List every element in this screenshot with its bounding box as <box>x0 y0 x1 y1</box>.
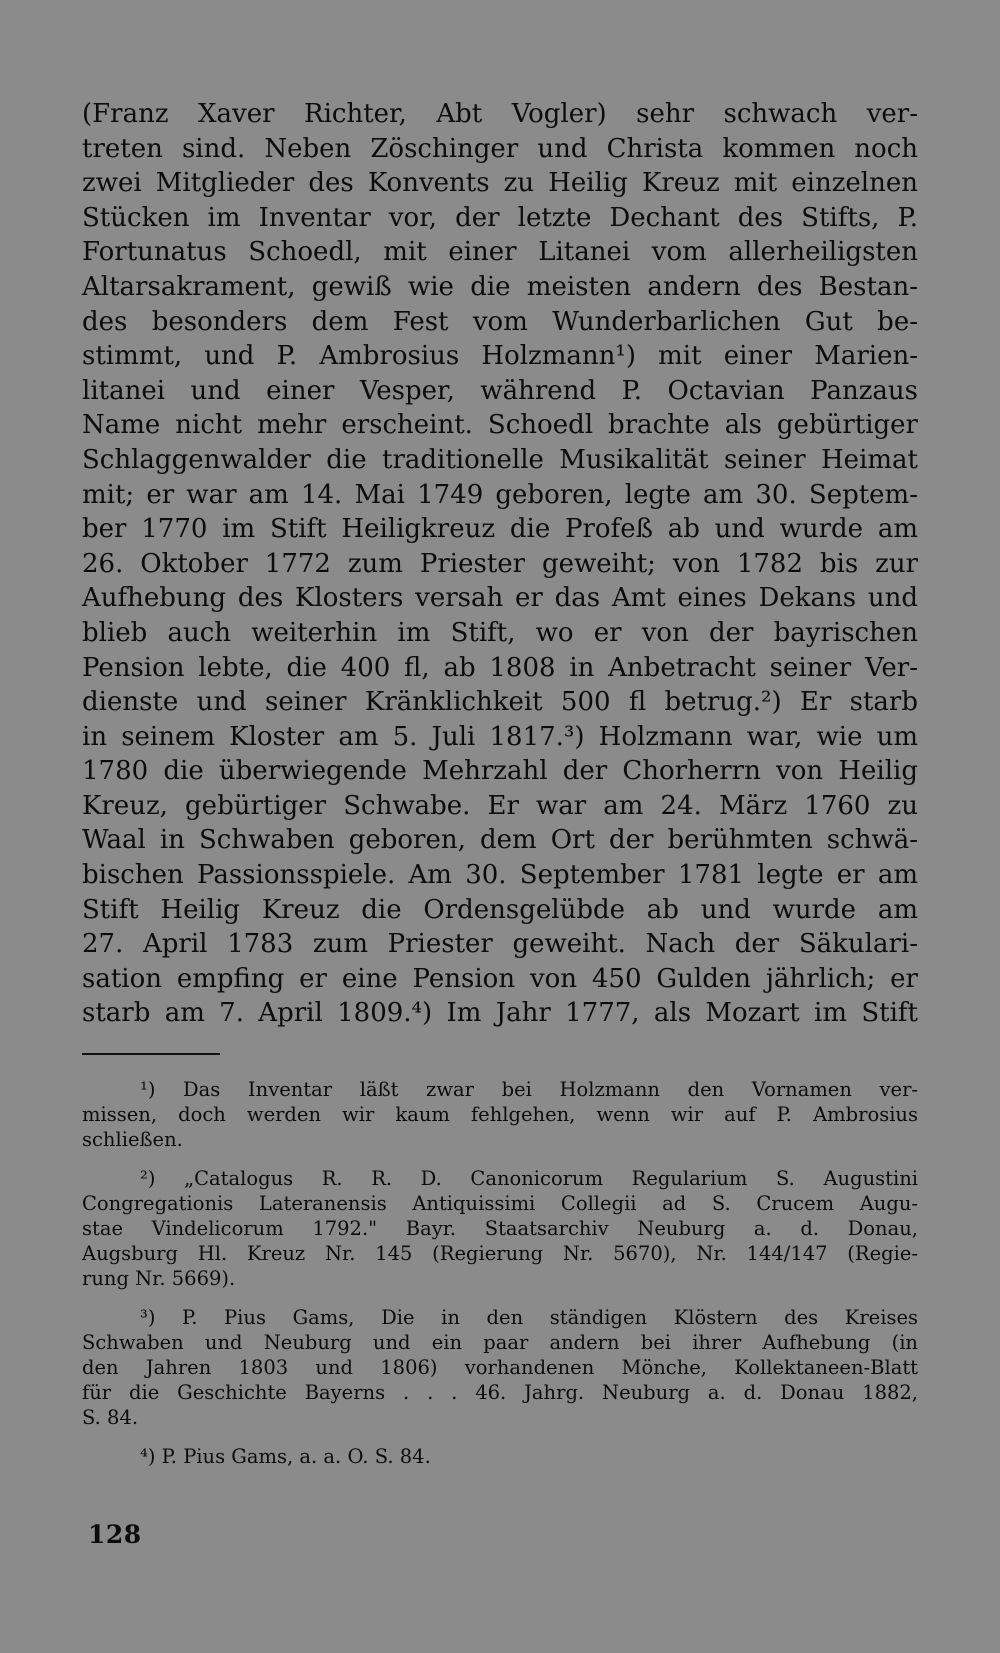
text-line: Kreuz, gebürtiger Schwabe. Er war am 24. März 1760 zu <box>82 790 918 821</box>
text-line: litanei und einer Vesper, während P. Octavian Panzaus <box>82 375 918 406</box>
text-line: 27. April 1783 zum Priester geweiht. Nach der Säkulari- <box>82 929 918 960</box>
text-line: Stift Heilig Kreuz die Ordensgelübde ab und wurde am <box>82 894 918 925</box>
footnote-line: ⁴) P. Pius Gams, a. a. O. S. 84. <box>140 1445 431 1468</box>
text-line: Schlaggenwalder die traditionelle Musikalität seiner Heimat <box>82 444 918 475</box>
text-line: stimmt, und P. Ambrosius Holzmann¹) mit einer Marien- <box>82 341 918 372</box>
footnote-line: schließen. <box>82 1128 183 1151</box>
footnote-line: missen, doch werden wir kaum fehlgehen, wenn wir auf P. Ambrosius <box>82 1103 918 1126</box>
footnote-3 <box>82 1305 918 1430</box>
text-line: Altarsakrament, gewiß wie die meisten andern des Bestan- <box>82 271 918 302</box>
main-text <box>82 97 918 1031</box>
footnote-line: Congregationis Lateranensis Antiquissimi Collegii ad S. Crucem Augu- <box>82 1192 918 1215</box>
page-number: 128 <box>88 1520 142 1549</box>
text-line: treten sind. Neben Zöschinger und Christa kommen noch <box>82 133 918 164</box>
footnote-line: den Jahren 1803 und 1806) vorhandenen Mönche, Kollektaneen-Blatt <box>82 1356 918 1379</box>
text-line: Stücken im Inventar vor, der letzte Dechant des Stifts, P. <box>82 202 918 233</box>
footnote-line: ²) „Catalogus R. R. D. Canonicorum Regularium S. Augustini <box>140 1167 918 1190</box>
footnote-line: Schwaben und Neuburg und ein paar andern bei ihrer Aufhebung (in <box>82 1331 918 1354</box>
text-line: blieb auch weiterhin im Stift, wo er von der bayrischen <box>82 617 918 648</box>
footnote-line: ³) P. Pius Gams, Die in den ständigen Klöstern des Kreises <box>140 1306 918 1329</box>
footnote-line: ¹) Das Inventar läßt zwar bei Holzmann den Vornamen ver- <box>140 1078 918 1101</box>
footnote-line: rung Nr. 5669). <box>82 1267 236 1290</box>
text-line: Name nicht mehr erscheint. Schoedl brachte als gebürtiger <box>82 410 918 441</box>
text-line: zwei Mitglieder des Konvents zu Heilig Kreuz mit einzelnen <box>82 168 918 199</box>
footnotes <box>82 1077 918 1469</box>
text-line: in seinem Kloster am 5. Juli 1817.³) Holzmann war, wie um <box>82 721 918 752</box>
text-line: Pension lebte, die 400 fl, ab 1808 in Anbetracht seiner Ver- <box>82 652 918 683</box>
footnote-gap <box>82 1291 918 1305</box>
footnote-2 <box>82 1166 918 1291</box>
text-line: starb am 7. April 1809.⁴) Im Jahr 1777, als Mozart im Stift <box>82 998 918 1029</box>
text-line: Waal in Schwaben geboren, dem Ort der berühmten schwä- <box>82 825 918 856</box>
footnote-4 <box>82 1444 918 1469</box>
text-line: 1780 die überwiegende Mehrzahl der Chorherrn von Heilig <box>82 756 918 787</box>
footnote-gap <box>82 1430 918 1444</box>
footnote-line: für die Geschichte Bayerns . . . 46. Jahrg. Neuburg a. d. Donau 1882, <box>82 1381 918 1404</box>
text-line: Aufhebung des Klosters versah er das Amt eines Dekans und <box>82 583 918 614</box>
footnote-gap <box>82 1152 918 1166</box>
footnote-1 <box>82 1077 918 1152</box>
text-line: des besonders dem Fest vom Wunderbarlichen Gut be- <box>82 306 918 337</box>
text-line: (Franz Xaver Richter, Abt Vogler) sehr schwach ver- <box>82 99 918 129</box>
text-line: ber 1770 im Stift Heiligkreuz die Profeß ab und wurde am <box>82 514 918 545</box>
text-line: Fortunatus Schoedl, mit einer Litanei vom allerheiligsten <box>82 237 918 268</box>
text-line: mit; er war am 14. Mai 1749 geboren, legte am 30. Septem- <box>82 479 918 510</box>
text-line: dienste und seiner Kränklichkeit 500 fl betrug.²) Er starb <box>82 687 918 718</box>
footnote-separator <box>82 1053 220 1055</box>
text-line: bischen Passionsspiele. Am 30. September 1781 legte er am <box>82 860 918 891</box>
footnote-line: stae Vindelicorum 1792." Bayr. Staatsarchiv Neuburg a. d. Donau, <box>82 1217 918 1240</box>
footnote-line: S. 84. <box>82 1406 139 1429</box>
text-line: sation empfing er eine Pension von 450 Gulden jährlich; er <box>82 963 918 994</box>
footnote-line: Augsburg Hl. Kreuz Nr. 145 (Regierung Nr. 5670), Nr. 144/147 (Regie- <box>82 1242 918 1265</box>
text-line: 26. Oktober 1772 zum Priester geweiht; von 1782 bis zur <box>82 548 918 579</box>
